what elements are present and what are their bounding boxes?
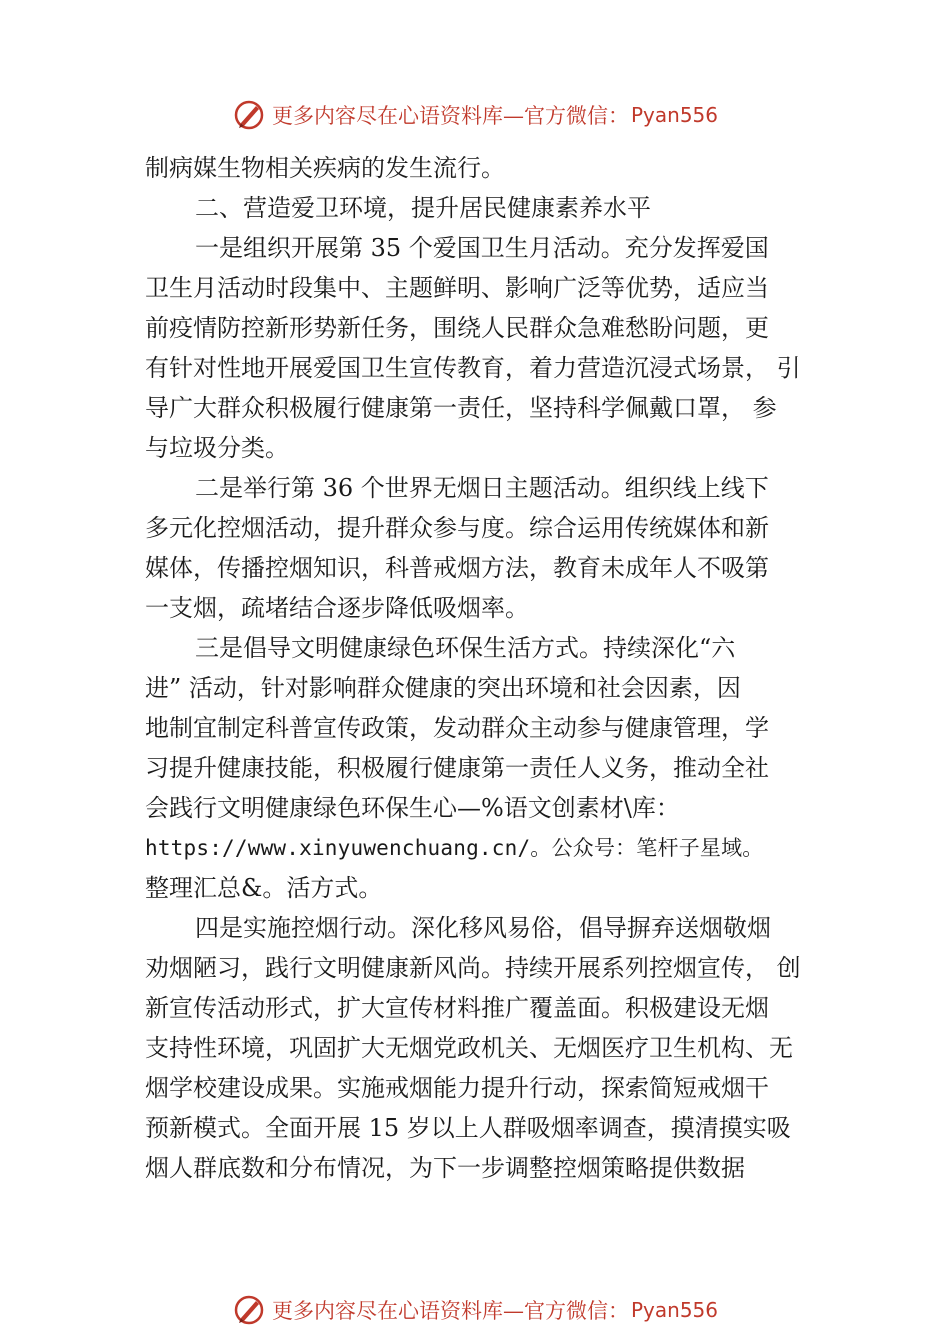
body-line: 导广大群众积极履行健康第一责任，坚持科学佩戴口罩， 参 [145, 394, 777, 422]
url-line: https://www.xinyuwenchuang.cn/。公众号：笔杆子星域。 [145, 836, 764, 860]
body-line: 烟学校建设成果。实施戒烟能力提升行动，探索简短戒烟干 [145, 1074, 769, 1102]
document-body [145, 148, 810, 1188]
body-line: 会践行文明健康绿色环保生心—%语文创素材\库： [145, 794, 680, 822]
body-line: 三是倡导文明健康绿色环保生活方式。持续深化“六 [195, 634, 736, 662]
footer-banner [0, 1290, 950, 1330]
section-heading: 二、营造爱卫环境，提升居民健康素养水平 [195, 194, 651, 222]
body-line: 制病媒生物相关疾病的发生流行。 [145, 154, 505, 182]
body-line: 二是举行第 36 个世界无烟日主题活动。组织线上线下 [195, 474, 769, 502]
body-line: 媒体，传播控烟知识，科普戒烟方法，教育未成年人不吸第 [145, 554, 769, 582]
body-line: 进” 活动，针对影响群众健康的突出环境和社会因素，因 [145, 674, 741, 702]
pen-logo-icon [232, 1293, 266, 1327]
body-line: 多元化控烟活动，提升群众参与度。综合运用传统媒体和新 [145, 514, 769, 542]
pen-logo-icon [232, 98, 266, 132]
body-line: 预新模式。全面开展 15 岁以上人群吸烟率调查，摸清摸实吸 [145, 1114, 791, 1142]
body-line: 卫生月活动时段集中、主题鲜明、影响广泛等优势，适应当 [145, 274, 769, 302]
body-line: 一支烟，疏堵结合逐步降低吸烟率。 [145, 594, 529, 622]
body-line: 与垃圾分类。 [145, 434, 289, 462]
body-line: 习提升健康技能，积极履行健康第一责任人义务，推动全社 [145, 754, 769, 782]
footer-account: Pyan556 [630, 1298, 718, 1322]
body-line: 有针对性地开展爱国卫生宣传教育，着力营造沉浸式场景， 引 [145, 354, 801, 382]
footer-promo-text: 更多内容尽在心语资料库—官方微信： [271, 1299, 629, 1323]
header-account: Pyan556 [630, 103, 718, 127]
body-line: 劝烟陋习，践行文明健康新风尚。持续开展系列控烟宣传， 创 [145, 954, 801, 982]
header-promo-text: 更多内容尽在心语资料库—官方微信： [271, 104, 629, 128]
body-line: 四是实施控烟行动。深化移风易俗，倡导摒弃送烟敬烟 [195, 914, 771, 942]
body-line: 烟人群底数和分布情况，为下一步调整控烟策略提供数据 [145, 1154, 745, 1182]
body-line: 地制宜制定科普宣传政策，发动群众主动参与健康管理，学 [145, 714, 769, 742]
body-line: 新宣传活动形式，扩大宣传材料推广覆盖面。积极建设无烟 [145, 994, 769, 1022]
body-line: 支持性环境，巩固扩大无烟党政机关、无烟医疗卫生机构、无 [145, 1034, 793, 1062]
body-line: 一是组织开展第 35 个爱国卫生月活动。充分发挥爱国 [195, 234, 769, 262]
header-banner [0, 95, 950, 135]
body-line: 整理汇总&。活方式。 [145, 874, 383, 902]
body-line: 前疫情防控新形势新任务，围绕人民群众急难愁盼问题，更 [145, 314, 769, 342]
